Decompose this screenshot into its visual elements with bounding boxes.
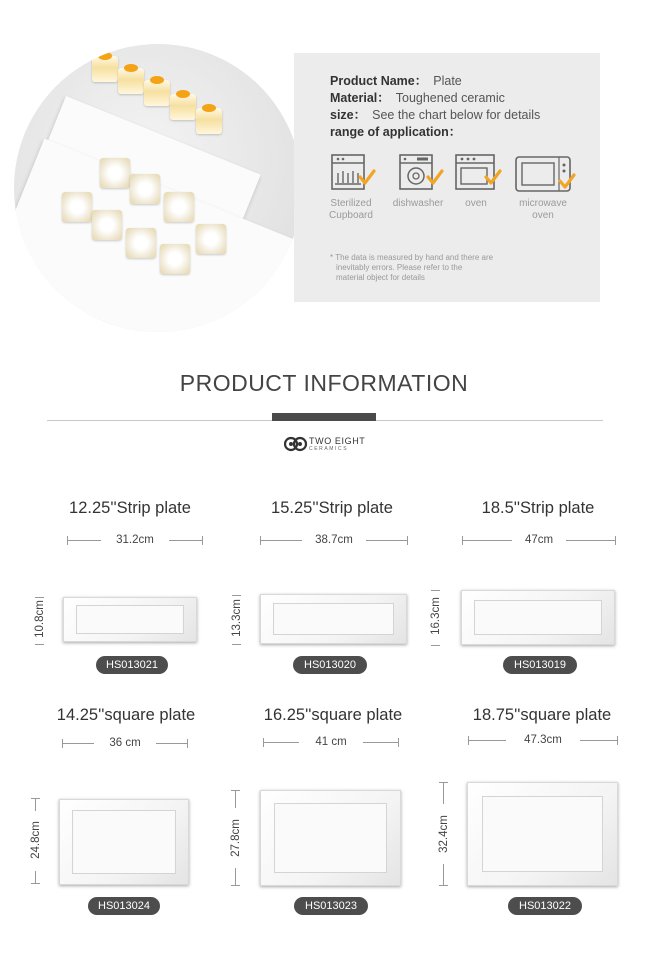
length-dimension [260,534,408,546]
cake-icon [170,94,196,120]
width-dimension [229,790,243,886]
width-dimension [29,798,43,884]
dimension-tick [439,782,448,783]
dimension-line [235,790,236,808]
product-title: 16.25''square plate [263,706,403,724]
cake-icon [92,56,118,82]
size-row [330,105,540,123]
product-title: 15.25''Strip plate [271,499,393,517]
application-row [330,122,461,140]
width-value: 27.8cm [230,819,242,857]
measurement-note: * The data is measured by hand and there are inevitably errors. Please refer to the material object for details [330,253,494,282]
material-label: Material： [330,91,390,105]
length-value: 47cm [524,534,554,546]
length-value: 41 cm [315,736,347,748]
width-dimension [33,597,47,645]
width-value: 13.3cm [231,599,243,637]
length-value: 47.3cm [524,734,562,746]
dimension-tick [35,644,44,645]
dimension-tick [232,595,241,596]
dimension-tick [439,885,448,886]
plate-image [63,597,197,642]
dimension-tick [231,790,240,791]
dishwasher-icon [398,153,444,193]
dimension-line [443,782,444,804]
product-title: 18.5''Strip plate [481,499,595,517]
plate-image [461,590,615,645]
plate-image [59,799,189,885]
oven-label: oven [465,198,487,209]
dimension-line [443,864,444,886]
cake-icon [160,244,190,274]
dimension-tick [232,644,241,645]
brand-name: TWO EIGHT [309,436,366,446]
product-code: HS013021 [96,656,168,674]
cake-icon [130,174,160,204]
cake-icon [196,224,226,254]
microwave-oven-label: microwave oven [519,198,567,221]
length-value: 36 cm [109,737,141,749]
width-value: 32.4cm [438,815,450,853]
product-code: HS013023 [294,897,368,915]
length-value: 38.7cm [315,534,353,546]
plate-image [260,594,407,644]
product-photo [14,44,302,332]
cake-icon [62,192,92,222]
dimension-tick [431,590,440,591]
sterilized-cupboard-label: Sterilized Cupboard [329,198,373,221]
cake-icon [144,80,170,106]
application-label: range of application： [330,125,462,139]
cake-icon [92,210,122,240]
product-title: 12.25''Strip plate [69,499,191,517]
plate-image [467,782,618,886]
length-dimension [62,737,188,749]
dishwasher-label: dishwasher [392,198,444,209]
sterilizer-cabinet-icon [330,153,376,193]
cake-icon [126,228,156,258]
size-label: size： [330,108,367,122]
dimension-tick [31,883,40,884]
cake-icon [164,192,194,222]
dimension-line [235,868,236,886]
oven-icon [454,153,502,193]
product-code: HS013024 [88,897,160,915]
size-value: See the chart below for details [372,108,541,122]
width-dimension [230,595,244,645]
product-title: 14.25''square plate [56,706,196,724]
plate-image [260,790,401,886]
width-dimension [437,782,451,886]
length-dimension [263,736,399,748]
width-dimension [429,590,443,646]
brand-subtitle: CERAMICS [309,446,349,452]
product-code: HS013019 [503,656,577,674]
brand-logo-icon [284,435,308,453]
product-name-value: Plate [433,74,462,88]
length-dimension [468,734,618,746]
cake-icon [100,158,130,188]
divider-accent [272,413,376,421]
width-value: 16.3cm [430,597,442,635]
material-row [330,88,505,106]
dimension-tick [35,597,44,598]
dimension-tick [31,798,40,799]
cake-icon [196,108,222,134]
dimension-tick [431,645,440,646]
product-name-label: Product Name： [330,74,428,88]
dimension-line [35,798,36,811]
length-dimension [67,534,203,546]
product-code: HS013022 [508,897,582,915]
width-value: 24.8cm [30,821,42,859]
cake-icon [118,68,144,94]
length-value: 31.2cm [116,534,154,546]
product-info-panel [294,53,600,302]
microwave-icon [514,153,576,199]
product-title: 18.75''square plate [472,706,612,724]
material-value: Toughened ceramic [395,91,505,105]
length-dimension [462,534,616,546]
width-value: 10.8cm [34,600,46,638]
dimension-tick [231,885,240,886]
product-code: HS013020 [293,656,367,674]
brand-logo [284,435,366,458]
section-title: PRODUCT INFORMATION [179,370,469,396]
product-name-row [330,71,462,89]
